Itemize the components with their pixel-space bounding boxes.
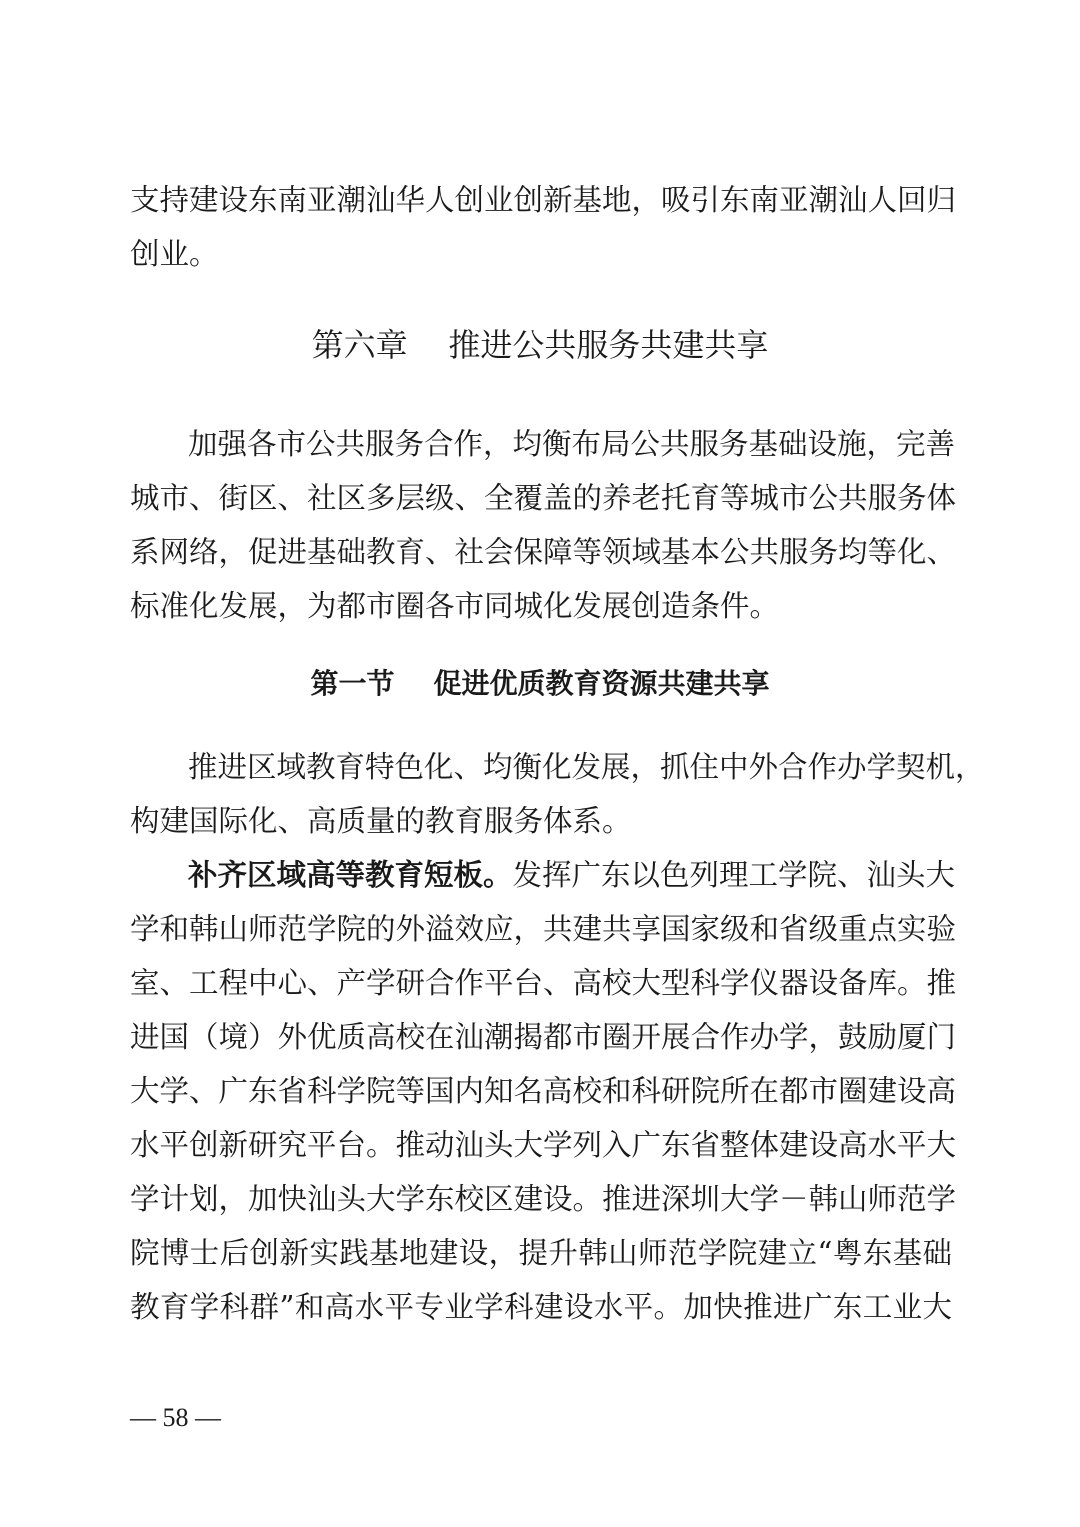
higher-ed-line-1 <box>188 855 956 895</box>
higher-ed-line-6: 水平创新研究平台。推动汕头大学列入广东省整体建设高水平大 <box>130 1128 957 1162</box>
higher-ed-line-8: 院博士后创新实践基地建设，提升韩山师范学院建立“粤东基础 <box>130 1236 952 1270</box>
section-title: 第一节 促进优质教育资源共建共享 <box>310 667 770 700</box>
higher-ed-lead: 补齐区域高等教育短板。 <box>188 858 513 892</box>
intro-line-2: 创业。 <box>130 237 219 271</box>
intro-line-1: 支持建设东南亚潮汕华人创业创新基地，吸引东南亚潮汕人回归 <box>130 183 957 217</box>
chapter-paragraph-line-3: 系网络，促进基础教育、社会保障等领域基本公共服务均等化、 <box>130 535 957 569</box>
chapter-paragraph-line-4: 标准化发展，为都市圈各市同城化发展创造条件。 <box>130 589 780 623</box>
higher-ed-line-5: 大学、广东省科学院等国内知名高校和科研院所在都市圈建设高 <box>130 1074 957 1108</box>
higher-ed-line-4: 进国（境）外优质高校在汕潮揭都市圈开展合作办学，鼓励厦门 <box>130 1020 957 1054</box>
page-number: — 58 — <box>130 1403 221 1432</box>
higher-ed-line-7: 学计划，加快汕头大学东校区建设。推进深圳大学－韩山师范学 <box>130 1182 957 1216</box>
section-paragraph-line-2: 构建国际化、高质量的教育服务体系。 <box>130 804 632 838</box>
higher-ed-line-2: 学和韩山师范学院的外溢效应，共建共享国家级和省级重点实验 <box>130 912 957 946</box>
section-paragraph-line-1: 推进区域教育特色化、均衡化发展，抓住中外合作办学契机， <box>188 750 985 784</box>
higher-ed-line-1-rest: 发挥广东以色列理工学院、汕头大 <box>512 858 956 892</box>
chapter-title: 第六章 推进公共服务共建共享 <box>311 326 769 364</box>
chapter-paragraph-line-1: 加强各市公共服务合作，均衡布局公共服务基础设施，完善 <box>188 427 956 461</box>
higher-ed-line-9: 教育学科群”和高水平专业学科建设水平。加快推进广东工业大 <box>130 1290 952 1324</box>
higher-ed-line-3: 室、工程中心、产学研合作平台、高校大型科学仪器设备库。推 <box>130 966 957 1000</box>
chapter-paragraph-line-2: 城市、街区、社区多层级、全覆盖的养老托育等城市公共服务体 <box>130 481 957 515</box>
